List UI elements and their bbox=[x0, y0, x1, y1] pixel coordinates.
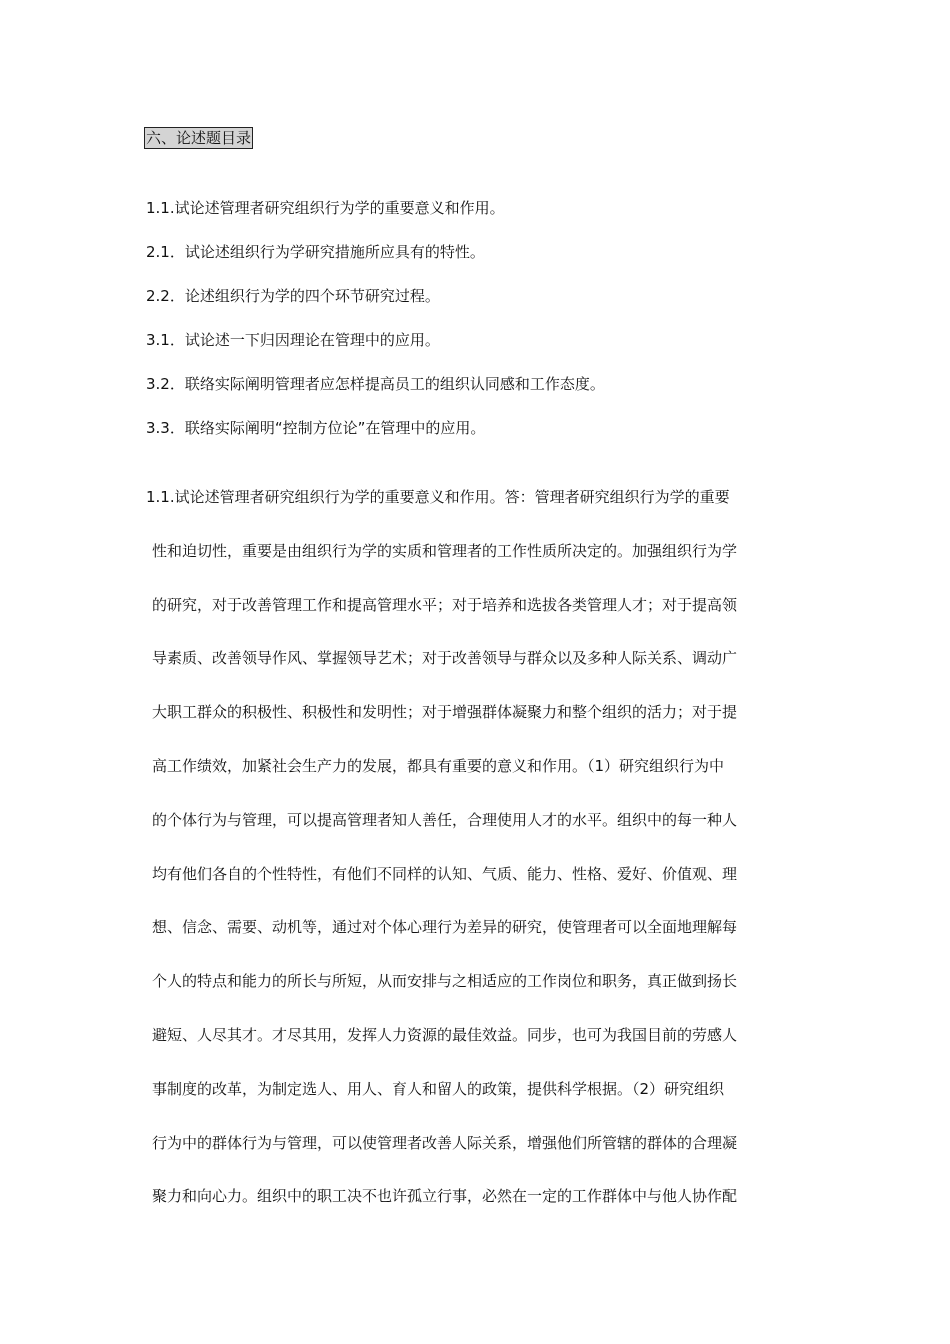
question-item: 3.1．试论述一下归因理论在管理中的应用。 bbox=[146, 331, 440, 349]
question-item: 1.1.试论述管理者研究组织行为学的重要意义和作用。 bbox=[146, 199, 505, 217]
answer-line: 事制度的改革，为制定选人、用人、育人和留人的政策，提供科学根据。（2）研究组织 bbox=[152, 1079, 725, 1098]
answer-line: 均有他们各自的个性特性，有他们不同样的认知、气质、能力、性格、爱好、价值观、理 bbox=[152, 864, 738, 883]
section-heading: 六、论述题目录 bbox=[146, 129, 252, 147]
answer-line: 避短、人尽其才。才尽其用，发挥人力资源的最佳效益。同步，也可为我国目前的劳感人 bbox=[152, 1025, 738, 1044]
answer-line: 1.1.试论述管理者研究组织行为学的重要意义和作用。答：管理者研究组织行为学的重要 bbox=[146, 488, 730, 506]
answer-line: 的研究，对于改善管理工作和提高管理水平；对于培养和选拔各类管理人才；对于提高领 bbox=[152, 595, 738, 614]
answer-line: 大职工群众的积极性、积极性和发明性；对于增强群体凝聚力和整个组织的活力；对于提 bbox=[152, 703, 738, 722]
answer-line: 个人的特点和能力的所长与所短，从而安排与之相适应的工作岗位和职务，真正做到扬长 bbox=[152, 972, 738, 991]
answer-line: 想、信念、需要、动机等，通过对个体心理行为差异的研究，使管理者可以全面地理解每 bbox=[152, 918, 738, 937]
question-item: 3.3．联络实际阐明“控制方位论”在管理中的应用。 bbox=[146, 419, 486, 437]
answer-line: 导素质、改善领导作风、掌握领导艺术；对于改善领导与群众以及多种人际关系、调动广 bbox=[152, 649, 738, 668]
answer-line: 行为中的群体行为与管理，可以使管理者改善人际关系，增强他们所管辖的群体的合理凝 bbox=[152, 1133, 738, 1152]
answer-line: 聚力和向心力。组织中的职工决不也许孤立行事，必然在一定的工作群体中与他人协作配 bbox=[152, 1187, 738, 1206]
answer-line: 性和迫切性，重要是由组织行为学的实质和管理者的工作性质所决定的。加强组织行为学 bbox=[152, 541, 738, 560]
answer-line: 的个体行为与管理，可以提高管理者知人善任，合理使用人才的水平。组织中的每一种人 bbox=[152, 810, 738, 829]
question-list bbox=[146, 198, 605, 462]
question-item: 2.2．论述组织行为学的四个环节研究过程。 bbox=[146, 287, 440, 305]
question-item: 2.1．试论述组织行为学研究措施所应具有的特性。 bbox=[146, 243, 485, 261]
answer-paragraph bbox=[146, 487, 818, 1240]
answer-line: 高工作绩效，加紧社会生产力的发展，都具有重要的意义和作用。（1）研究组织行为中 bbox=[152, 756, 725, 775]
question-item: 3.2．联络实际阐明管理者应怎样提高员工的组织认同感和工作态度。 bbox=[146, 375, 605, 393]
